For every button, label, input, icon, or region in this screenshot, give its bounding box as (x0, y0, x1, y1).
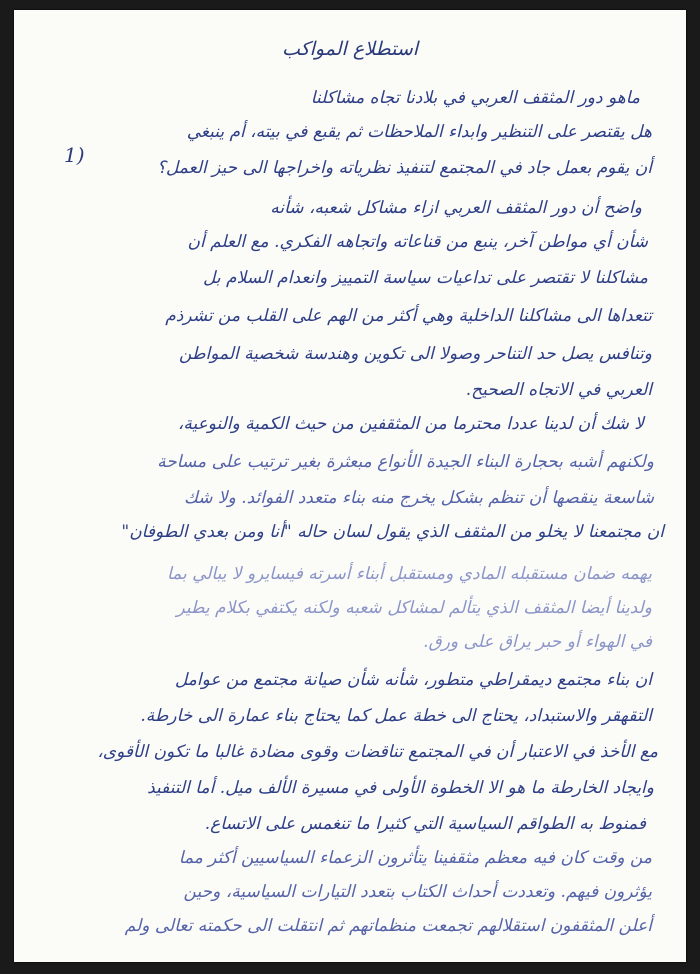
text-line: ان بناء مجتمع ديمقراطي متطور، شأنه شأن صيانة مجتمع من عوامل (174, 670, 652, 690)
text-line: فمنوط به الطواقم السياسية التي كثيرا ما تنغمس على الاتساع. (204, 814, 646, 834)
handwritten-body (14, 10, 686, 962)
text-line: العربي في الاتجاه الصحيح. (465, 380, 652, 400)
text-line: شاسعة ينقصها أن تنظم بشكل يخرج منه بناء متعدد الفوائد. ولا شك (183, 488, 654, 508)
text-line: يهمه ضمان مستقبله المادي ومستقبل أبناء أسرته فيسايرو لا يبالي بما (166, 564, 652, 584)
letter-sheet (14, 10, 686, 962)
text-line: ولدينا أيضا المثقف الذي يتألم لمشاكل شعبه ولكنه يكتفي بكلام يطير (176, 598, 652, 618)
text-line: لا شك أن لدينا عددا محترما من المثقفين من حيث الكمية والنوعية، (177, 414, 644, 434)
page-title: استطلاع المواكب (281, 38, 419, 60)
text-line: شأن أي مواطن آخر، ينبع من قناعاته واتجاهه الفكري. مع العلم أن (187, 232, 648, 252)
text-line: مع الأخذ في الاعتبار أن في المجتمع تناقضات وقوى مضادة غالبا ما تكون الأقوى، (97, 742, 658, 762)
text-line: وايجاد الخارطة ما هو الا الخطوة الأولى في مسيرة الألف ميل. أما التنفيذ (147, 778, 654, 798)
text-line: يؤثرون فيهم. وتعددت أحداث الكتاب بتعدد التيارات السياسية، وحين (183, 882, 652, 902)
text-line: من وقت كان فيه معظم مثقفينا يتأثرون الزعماء السياسيين أكثر مما (178, 848, 652, 868)
text-line: واضح أن دور المثقف العربي ازاء مشاكل شعبه، شأنه (270, 198, 642, 218)
margin-number: 1) (64, 143, 85, 167)
text-line: ان مجتمعنا لا يخلو من المثقف الذي يقول لسان حاله "أنا ومن بعدي الطوفان" (121, 522, 664, 542)
text-line: في الهواء أو حبر يراق على ورق. (423, 632, 652, 652)
text-line: ماهو دور المثقف العربي في بلادنا تجاه مشاكلنا (310, 88, 640, 108)
text-line: التقهقر والاستبداد، يحتاج الى خطة عمل كما يحتاج بناء عمارة الى خارطة. (140, 706, 652, 726)
text-line: ولكنهم أشبه بحجارة البناء الجيدة الأنواع مبعثرة بغير ترتيب على مساحة (157, 452, 654, 472)
text-line: مشاكلنا لا تقتصر على تداعيات سياسة التمييز وانعدام السلام بل (203, 268, 648, 288)
text-line: أعلن المثقفون استقلالهم تجمعت منظماتهم ثم انتقلت الى حكمته تعالى ولم (124, 916, 652, 936)
text-line: هل يقتصر على التنظير وابداء الملاحظات ثم يقبع في بيته، أم ينبغي (186, 122, 652, 142)
text-line: تتعداها الى مشاكلنا الداخلية وهي أكثر من الهم على القلب من تشرذم (165, 306, 652, 326)
text-line: أن يقوم بعمل جاد في المجتمع لتنفيذ نظرياته واخراجها الى حيز العمل؟ (156, 158, 652, 178)
text-line: وتنافس يصل حد التناحر وصولا الى تكوين وهندسة شخصية المواطن (179, 344, 652, 364)
